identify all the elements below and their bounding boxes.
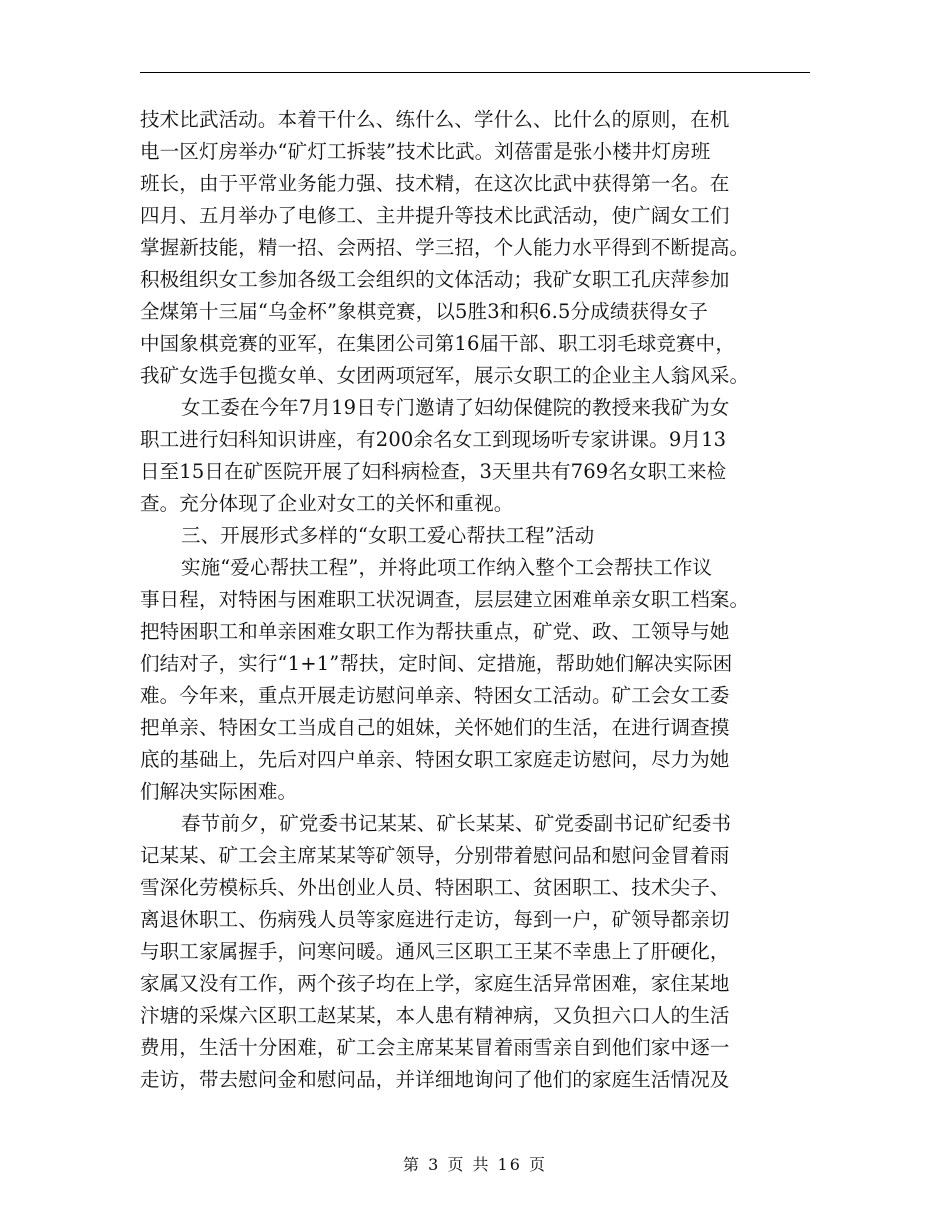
header-rule (140, 72, 810, 73)
text-line: 与职工家属握手，问寒问暖。通风三区职工王某不幸患上了肝硬化， (140, 940, 730, 963)
text-line: 走访，带去慰问金和慰问品，并详细地询问了他们的家庭生活情况及 (140, 1068, 730, 1091)
text-line: 查。充分体现了企业对女工的关怀和重视。 (140, 492, 514, 515)
text-line: 中国象棋竞赛的亚军，在集团公司第16届干部、职工羽毛球竞赛中， (140, 332, 735, 355)
text-line: 实施“爱心帮扶工程”，并将此项工作纳入整个工会帮扶工作议 (181, 556, 713, 579)
text-line: 底的基础上，先后对四户单亲、特困女职工家庭走访慰问，尽力为她 (140, 748, 730, 771)
text-line: 掌握新技能，精一招、会两招、学三招，个人能力水平得到不断提高。 (140, 236, 750, 259)
text-line: 职工进行妇科知识讲座，有200余名女工到现场听专家讲课。9月13 (140, 428, 727, 451)
text-line: 们结对子，实行“1+1”帮扶，定时间、定措施，帮助她们解决实际困 (140, 652, 733, 675)
text-line: 事日程，对特困与困难职工状况调查，层层建立困难单亲女职工档案。 (140, 588, 750, 611)
text-line: 女工委在今年7月19日专门邀请了妇幼保健院的教授来我矿为女 (181, 396, 730, 419)
text-line: 技术比武活动。本着干什么、练什么、学什么、比什么的原则，在机 (140, 108, 730, 131)
text-line: 记某某、矿工会主席某某等矿领导，分别带着慰问品和慰问金冒着雨 (140, 844, 730, 867)
text-line: 把单亲、特困女工当成自己的姐妹，关怀她们的生活，在进行调查摸 (140, 716, 730, 739)
body-text (140, 104, 810, 1096)
text-line: 班长，由于平常业务能力强、技术精，在这次比武中获得第一名。在 (140, 172, 730, 195)
text-line: 三、开展形式多样的“女职工爱心帮扶工程”活动 (181, 524, 595, 547)
text-line: 家属又没有工作，两个孩子均在上学，家庭生活异常困难，家住某地 (140, 972, 730, 995)
text-line: 费用，生活十分困难，矿工会主席某某冒着雨雪亲自到他们家中逐一 (140, 1036, 730, 1059)
text-line: 我矿女选手包揽女单、女团两项冠军，展示女职工的企业主人翁风采。 (140, 364, 750, 387)
text-line: 电一区灯房举办“矿灯工拆装”技术比武。刘蓓雷是张小楼井灯房班 (140, 140, 711, 163)
page-footer: 第 3 页 共 16 页 (403, 1155, 547, 1174)
text-line: 难。今年来，重点开展走访慰问单亲、特困女工活动。矿工会女工委 (140, 684, 730, 707)
text-line: 春节前夕，矿党委书记某某、矿长某某、矿党委副书记矿纪委书 (181, 812, 732, 835)
text-line: 积极组织女工参加各级工会组织的文体活动；我矿女职工孔庆萍参加 (140, 268, 730, 291)
text-line: 四月、五月举办了电修工、主井提升等技术比武活动，使广阔女工们 (140, 204, 730, 227)
text-line: 汴塘的采煤六区职工赵某某，本人患有精神病，又负担六口人的生活 (140, 1004, 730, 1027)
text-line: 日至15日在矿医院开展了妇科病检查，3天里共有769名女职工来检 (140, 460, 727, 483)
text-line: 雪深化劳模标兵、外出创业人员、特困职工、贫困职工、技术尖子、 (140, 876, 730, 899)
text-line: 全煤第十三届“乌金杯”象棋竞赛，以5胜3和积6.5分成绩获得女子 (140, 300, 709, 323)
text-line: 们解决实际困难。 (140, 780, 298, 803)
text-line: 离退休职工、伤病残人员等家庭进行走访，每到一户，矿领导都亲切 (140, 908, 730, 931)
text-line: 把特困职工和单亲困难女职工作为帮扶重点，矿党、政、工领导与她 (140, 620, 730, 643)
